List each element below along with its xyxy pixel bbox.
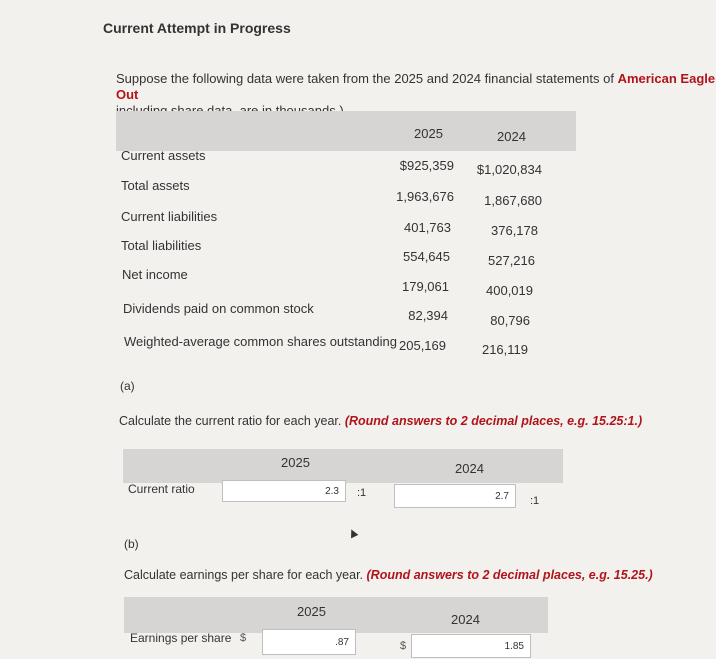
cell-2024: 216,119: [481, 342, 528, 357]
mouse-cursor: [348, 528, 359, 539]
current-ratio-label: Current ratio: [128, 482, 195, 496]
cell-2024: 1,867,680: [484, 193, 542, 208]
cell-2025: 179,061: [402, 279, 449, 294]
row-label: Current liabilities: [121, 209, 218, 224]
row-label: Current assets: [121, 148, 206, 163]
part-a-instruction-text: Calculate the current ratio for each year.: [119, 414, 345, 428]
year-header-2024: 2024: [497, 129, 526, 144]
year-header-2025: 2025: [414, 126, 443, 141]
current-ratio-2024-input[interactable]: 2.7: [394, 484, 516, 508]
eps-2024-input[interactable]: 1.85: [411, 634, 531, 658]
row-label: Weighted-average common shares outstanding: [124, 334, 397, 349]
currency-symbol-2024: $: [400, 640, 407, 652]
row-label: Total liabilities: [121, 238, 202, 253]
cell-2025: 401,763: [404, 220, 451, 235]
current-ratio-2025-input[interactable]: 2.3: [222, 480, 346, 502]
currency-symbol-2025: $: [240, 632, 247, 644]
cell-2024: 527,216: [488, 253, 535, 268]
part-a-table-header: [123, 449, 563, 483]
row-label: Dividends paid on common stock: [123, 301, 314, 316]
eps-2025-input[interactable]: .87: [262, 629, 356, 655]
cell-2025: 1,963,676: [396, 189, 454, 204]
part-b-instruction: [124, 568, 653, 582]
part-b-year-2024: 2024: [451, 612, 480, 627]
part-b-label: (b): [124, 537, 139, 551]
cell-2025: 205,169: [399, 338, 446, 353]
part-b-year-2025: 2025: [297, 604, 326, 619]
part-b-table-header: [124, 597, 548, 633]
cell-2024: 80,796: [490, 313, 530, 328]
intro-text: Suppose the following data were taken from the 2025 and 2024 financial statements of: [116, 71, 618, 86]
cell-2025: 554,645: [403, 249, 450, 264]
part-a-year-2025: 2025: [281, 455, 310, 470]
company-name: American Eagle Out: [116, 71, 716, 102]
part-b-instruction-text: Calculate earnings per share for each year.: [124, 568, 367, 582]
part-a-instruction: [119, 414, 642, 428]
cell-2024: 376,178: [491, 223, 538, 238]
ratio-suffix-2024: :1: [530, 495, 540, 507]
row-label: Net income: [122, 267, 188, 282]
cell-2025: 82,394: [408, 308, 448, 323]
part-a-label: (a): [120, 379, 135, 393]
eps-label: Earnings per share: [130, 631, 232, 645]
cell-2024: $1,020,834: [476, 162, 542, 177]
part-a-hint: (Round answers to 2 decimal places, e.g. 15.25:1.): [344, 414, 643, 428]
page-title: Current Attempt in Progress: [103, 20, 291, 36]
part-a-year-2024: 2024: [455, 461, 484, 476]
row-label: Total assets: [121, 178, 190, 193]
cell-2024: 400,019: [486, 283, 533, 298]
ratio-suffix-2025: :1: [357, 487, 367, 499]
part-b-hint: (Round answers to 2 decimal places, e.g. 15.25.): [366, 568, 653, 582]
cell-2025: $925,359: [399, 158, 454, 173]
